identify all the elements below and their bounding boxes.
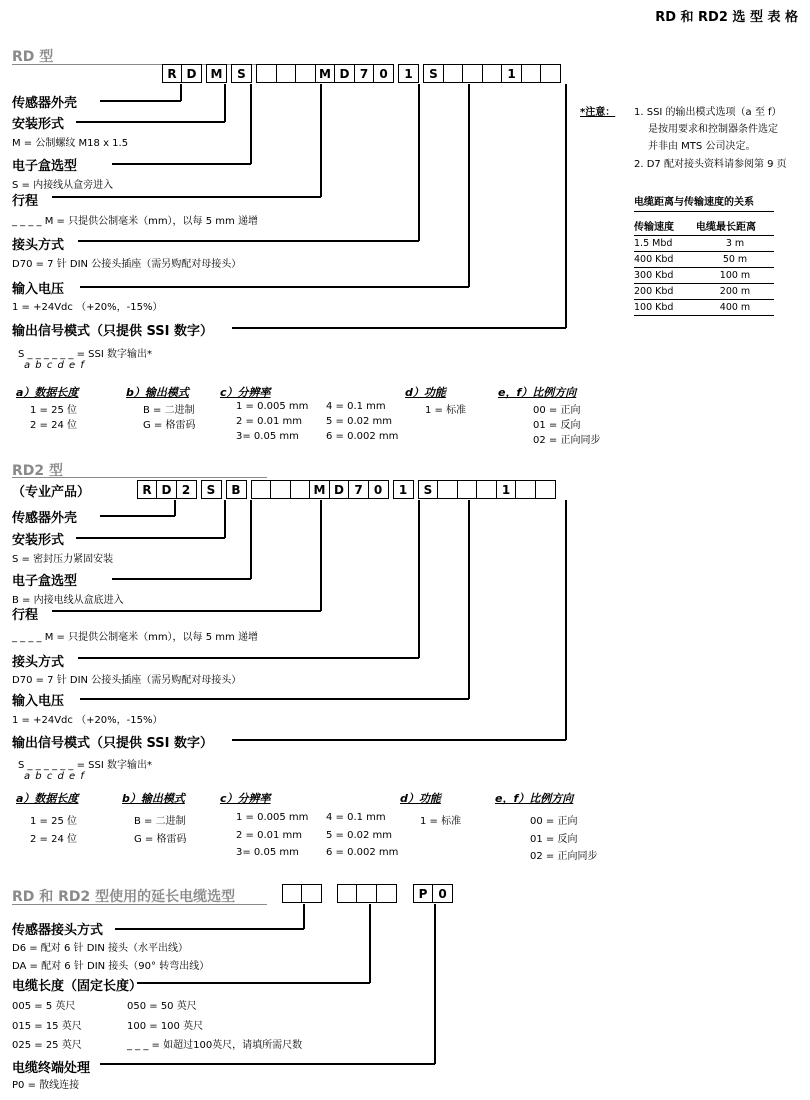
rd2-opt-d-1: 1 = 标准 xyxy=(420,816,462,827)
cable-table-speed: 100 Kbd xyxy=(634,300,696,316)
rd2-connector-label: 接头方式 xyxy=(12,655,65,670)
cable-end-box: 0 xyxy=(432,884,453,903)
cable-table-row xyxy=(634,252,774,268)
rd-ssi-letters: a b c d e f xyxy=(24,360,85,371)
rd2-ebox-option: B = 内接电线从盒底进入 xyxy=(12,595,124,606)
rd-opt-ef-3: 02 = 正向同步 xyxy=(533,435,601,446)
cable-table-distance: 3 m xyxy=(696,236,774,252)
rd2-opt-c-1: 1 = 0.005 mm xyxy=(236,812,309,823)
cable-len-box xyxy=(337,884,358,903)
cable-conn-box xyxy=(301,884,322,903)
rd-code-box: 0 xyxy=(373,64,394,83)
rd-opt-c-2: 2 = 0.01 mm xyxy=(236,416,303,427)
cable-table-row xyxy=(634,300,774,316)
rd2-code-box xyxy=(251,480,272,499)
cable-table-title: 电缆距离与传输速度的关系 xyxy=(634,197,754,208)
rd-code-box: D xyxy=(181,64,202,83)
rd-stroke-option: _ _ _ _ M = 只提供公制毫米（mm），以每 5 mm 递增 xyxy=(12,216,258,227)
rd-opt-c-title: c）分辨率 xyxy=(220,386,271,399)
rd2-opt-ef-2: 01 = 反向 xyxy=(530,834,578,845)
rd-ebox-option: S = 内接线从盒旁进入 xyxy=(12,180,114,191)
rd2-stroke-option: _ _ _ _ M = 只提供公制毫米（mm），以每 5 mm 递增 xyxy=(12,632,258,643)
rd-opt-a-title: a）数据长度 xyxy=(16,386,79,399)
cable-table-row xyxy=(634,284,774,300)
rd2-code-box: D xyxy=(329,480,350,499)
cable-len-015: 015 = 15 英尺 xyxy=(12,1021,82,1032)
rd-section-title: RD 型 xyxy=(12,49,54,65)
rd2-opt-b-2: G = 格雷码 xyxy=(134,834,187,845)
rd-opt-b-2: G = 格雷码 xyxy=(143,420,196,431)
rd-opt-ef-1: 00 = 正向 xyxy=(533,405,581,416)
cable-boxes-length xyxy=(338,884,397,903)
cable-table-distance: 50 m xyxy=(696,252,774,268)
rd2-opt-c-title: c）分辨率 xyxy=(220,792,271,805)
rd2-code-box xyxy=(457,480,478,499)
rd2-mount-label: 安装形式 xyxy=(12,533,65,548)
cable-boxes-end xyxy=(414,884,453,903)
rd-opt-b-1: B = 二进制 xyxy=(143,405,195,416)
rd2-section-title: RD2 型 xyxy=(12,463,64,479)
rd2-code-box xyxy=(437,480,458,499)
page-title: RD 和 RD2 选 型 表 格 xyxy=(655,10,798,25)
rd2-opt-c-4: 4 = 0.1 mm xyxy=(326,812,386,823)
rd2-ssi-code: S _ _ _ _ _ _ = SSI 数字输出* xyxy=(18,760,152,771)
rd-code-box xyxy=(482,64,503,83)
cable-end-option: P0 = 散线连接 xyxy=(12,1080,80,1091)
rd-voltage-label: 输入电压 xyxy=(12,282,65,297)
rd-code-box: R xyxy=(162,64,183,83)
rd2-opt-a-1: 1 = 25 位 xyxy=(30,816,78,827)
rd2-opt-ef-title: e，f）比例方向 xyxy=(495,792,574,805)
rd-opt-b-title: b）输出模式 xyxy=(126,386,189,399)
rd2-stroke-label: 行程 xyxy=(12,608,39,623)
rd-opt-c-3: 3= 0.05 mm xyxy=(236,431,299,442)
rd2-opt-c-2: 2 = 0.01 mm xyxy=(236,830,303,841)
rd2-code-box xyxy=(476,480,497,499)
cable-table-speed: 400 Kbd xyxy=(634,252,696,268)
rd2-opt-c-5: 5 = 0.02 mm xyxy=(326,830,393,841)
rd-opt-a-2: 2 = 24 位 xyxy=(30,420,78,431)
rd2-subtitle: （专业产品） xyxy=(12,485,91,500)
rd-code-box: 1 xyxy=(501,64,522,83)
note-2: 2. D7 配对接头资料请参阅第 9 页 xyxy=(634,159,787,170)
rd-code-box xyxy=(295,64,316,83)
rd-opt-a-1: 1 = 25 位 xyxy=(30,405,78,416)
cable-len-050: 050 = 50 英尺 xyxy=(127,1001,197,1012)
rd-housing-label: 传感器外壳 xyxy=(12,96,78,111)
cable-end-box: P xyxy=(413,884,434,903)
cable-table-speed: 200 Kbd xyxy=(634,284,696,300)
rd-opt-ef-2: 01 = 反向 xyxy=(533,420,581,431)
rd-code-box: S xyxy=(423,64,444,83)
rd-code-box xyxy=(540,64,561,83)
rd-code-box xyxy=(443,64,464,83)
rd2-code-box: M xyxy=(309,480,330,499)
rd2-housing-label: 传感器外壳 xyxy=(12,511,78,526)
rd2-opt-d-title: d）功能 xyxy=(400,792,441,805)
cable-conn-box xyxy=(282,884,303,903)
cable-section-rule xyxy=(12,904,267,905)
cable-len-100: 100 = 100 英尺 xyxy=(127,1021,204,1032)
rd2-code-box xyxy=(270,480,291,499)
rd-ebox-label: 电子盒选型 xyxy=(12,159,78,174)
rd2-code-box: 0 xyxy=(368,480,389,499)
rd-connector-label: 接头方式 xyxy=(12,238,65,253)
rd2-voltage-label: 输入电压 xyxy=(12,694,65,709)
rd2-opt-a-2: 2 = 24 位 xyxy=(30,834,78,845)
rd-code-box xyxy=(462,64,483,83)
cable-len-005: 005 = 5 英尺 xyxy=(12,1001,76,1012)
cable-end-label: 电缆终端处理 xyxy=(12,1061,91,1076)
cable-table-row xyxy=(634,236,774,252)
cable-len-box xyxy=(376,884,397,903)
cable-table-header-distance: 电缆最长距离 xyxy=(696,216,774,236)
rd2-opt-c-3: 3= 0.05 mm xyxy=(236,847,299,858)
rd-code-box: 7 xyxy=(354,64,375,83)
rd-stroke-label: 行程 xyxy=(12,194,39,209)
cable-boxes-connector xyxy=(283,884,322,903)
cable-connector-opt2: DA = 配对 6 针 DIN 接头（90° 转弯出线） xyxy=(12,961,210,972)
rd2-opt-b-1: B = 二进制 xyxy=(134,816,186,827)
cable-table-distance: 200 m xyxy=(696,284,774,300)
rd2-ebox-label: 电子盒选型 xyxy=(12,574,78,589)
rd-opt-c-1: 1 = 0.005 mm xyxy=(236,401,309,412)
rd2-opt-c-6: 6 = 0.002 mm xyxy=(326,847,399,858)
rd-ssi-code: S _ _ _ _ _ _ = SSI 数字输出* xyxy=(18,349,152,360)
rd-code-box: 1 xyxy=(398,64,419,83)
rd2-voltage-option: 1 = +24Vdc （+20%，-15%） xyxy=(12,715,163,726)
cable-section-title: RD 和 RD2 型使用的延长电缆选型 xyxy=(12,889,236,905)
note-1a: 1. SSI 的输出模式选项（a 至 f） xyxy=(634,107,782,118)
rd-mount-option: M = 公制螺纹 M18 x 1.5 xyxy=(12,138,129,149)
rd2-code-box: D xyxy=(156,480,177,499)
rd2-code-box: B xyxy=(226,480,247,499)
rd-code-box: S xyxy=(231,64,252,83)
cable-table-speed: 300 Kbd xyxy=(634,268,696,284)
rd-connector-option: D70 = 7 针 DIN 公接头插座（需另购配对母接头） xyxy=(12,259,242,270)
rd-code-box xyxy=(521,64,542,83)
cable-len-box xyxy=(356,884,377,903)
rd2-code-box: 1 xyxy=(393,480,414,499)
rd2-code-box: R xyxy=(137,480,158,499)
rd-opt-d-1: 1 = 标准 xyxy=(425,405,467,416)
rd-code-box: M xyxy=(315,64,336,83)
rd-code-box xyxy=(256,64,277,83)
cable-table-distance: 100 m xyxy=(696,268,774,284)
rd2-ssi-letters: a b c d e f xyxy=(24,771,85,782)
rd-opt-c-5: 5 = 0.02 mm xyxy=(326,416,393,427)
rd-opt-c-6: 6 = 0.002 mm xyxy=(326,431,399,442)
rd-voltage-option: 1 = +24Vdc （+20%，-15%） xyxy=(12,302,163,313)
cable-table xyxy=(634,216,774,316)
rd2-section-rule xyxy=(12,477,267,478)
rd-opt-ef-title: e，f）比例方向 xyxy=(498,386,577,399)
rd2-code-box: 1 xyxy=(496,480,517,499)
rd2-opt-b-title: b）输出模式 xyxy=(122,792,185,805)
rd-code-box: D xyxy=(334,64,355,83)
cable-table-distance: 400 m xyxy=(696,300,774,316)
rd-output-label: 输出信号模式（只提供 SSI 数字） xyxy=(12,324,214,339)
cable-table-row xyxy=(634,268,774,284)
cable-connector-label: 传感器接头方式 xyxy=(12,923,104,938)
cable-table-speed: 1.5 Mbd xyxy=(634,236,696,252)
rd2-output-label: 输出信号模式（只提供 SSI 数字） xyxy=(12,736,214,751)
rd-opt-c-4: 4 = 0.1 mm xyxy=(326,401,386,412)
rd2-code-box xyxy=(535,480,556,499)
rd2-connector-option: D70 = 7 针 DIN 公接头插座（需另购配对母接头） xyxy=(12,675,242,686)
rd-code-box: M xyxy=(206,64,227,83)
rd-opt-d-title: d）功能 xyxy=(405,386,446,399)
rd2-code-box xyxy=(515,480,536,499)
rd2-opt-ef-1: 00 = 正向 xyxy=(530,816,578,827)
cable-table-header-speed: 传输速度 xyxy=(634,216,696,236)
rd2-code-box: S xyxy=(418,480,439,499)
rd2-code-box: 2 xyxy=(176,480,197,499)
cable-length-label: 电缆长度（固定长度） xyxy=(12,979,143,994)
rd-code-box xyxy=(276,64,297,83)
rd2-mount-option: S = 密封压力紧固安装 xyxy=(12,554,114,565)
rd-mount-label: 安装形式 xyxy=(12,117,65,132)
note-1b: 是按用要求和控制器条件选定 xyxy=(648,124,778,135)
rd2-code-boxes xyxy=(138,480,556,499)
cable-connector-opt1: D6 = 配对 6 针 DIN 接头（水平出线） xyxy=(12,943,189,954)
note-1c: 并非由 MTS 公司决定。 xyxy=(648,141,756,152)
rd2-code-box: S xyxy=(201,480,222,499)
rd2-code-box xyxy=(290,480,311,499)
rd2-opt-a-title: a）数据长度 xyxy=(16,792,79,805)
rd2-opt-ef-3: 02 = 正向同步 xyxy=(530,851,598,862)
rd-code-boxes xyxy=(163,64,561,83)
notes-label: *注意： xyxy=(580,107,616,118)
cable-len-025: 025 = 25 英尺 xyxy=(12,1040,82,1051)
rd2-code-box: 7 xyxy=(348,480,369,499)
cable-len-custom: _ _ _ = 如超过100英尺，请填所需尺数 xyxy=(127,1040,303,1051)
